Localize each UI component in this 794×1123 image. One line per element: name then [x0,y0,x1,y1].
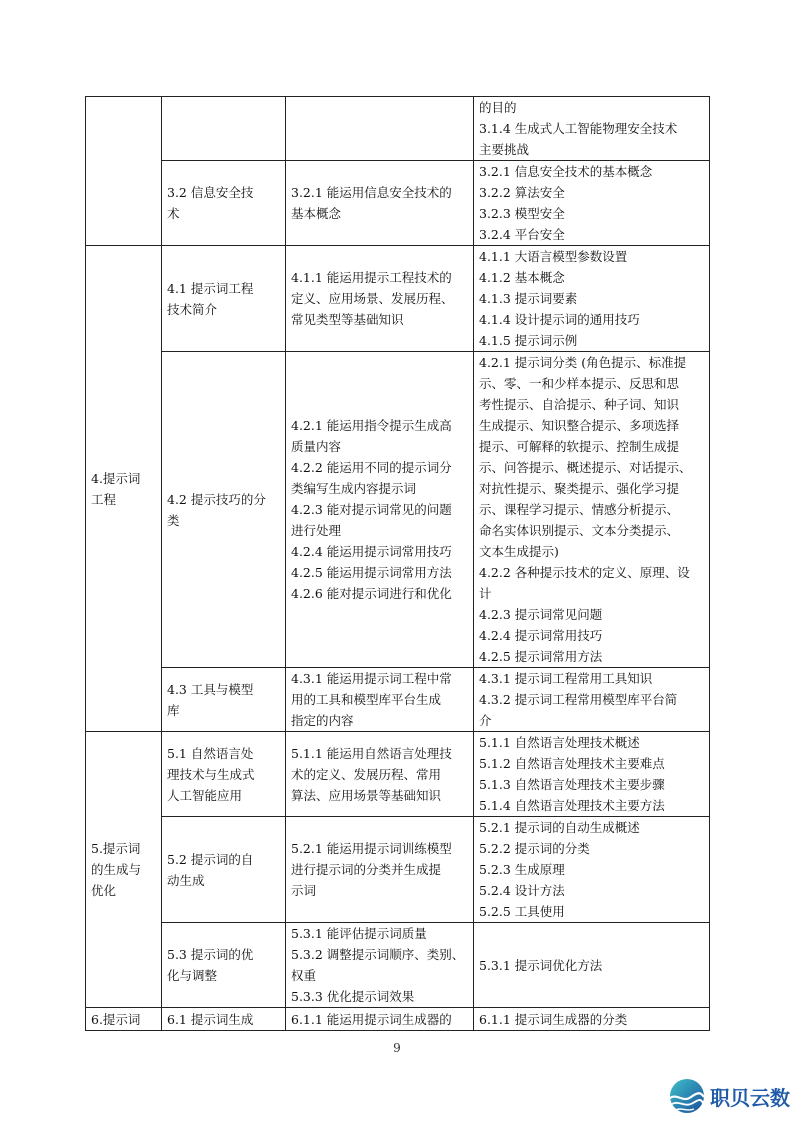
cell-line: 示、课程学习提示、情感分析提示、 [479,502,680,517]
cell-line: 4.2.2 各种提示技术的定义、原理、设 [479,565,690,580]
cell-unit [162,161,286,246]
cell-line: 4.2 提示技巧的分 [167,491,266,507]
cell-line: 指定的内容 [291,713,354,728]
cell-line: 4.1.3 提示词要素 [479,291,578,306]
cell-module [86,732,162,1008]
cell-line: 4.2.2 能运用不同的提示词分 [291,460,452,475]
cell-line: 5.1 自然语言处 [167,745,254,761]
cell-line: 4.1.5 提示词示例 [479,333,578,348]
cell-line: 权重 [291,968,317,983]
cell-line: 5.1.3 自然语言处理技术主要步骤 [479,777,665,792]
cell-module [86,1008,162,1031]
cell-line: 定义、应用场景、发展历程、 [291,291,454,306]
cell-line: 化与调整 [167,968,218,983]
cell-line: 5.2.1 提示词的自动生成概述 [479,820,640,835]
cell-skill [286,352,474,668]
cell-line: 文本生成提示) [479,544,559,559]
cell-line: 示、问答提示、概述提示、对话提示、 [479,460,692,475]
cell-line: 提示、可解释的软提示、控制生成提 [479,439,680,454]
table-row [86,668,710,732]
cell-knowledge [474,732,710,817]
cell-unit [162,352,286,668]
cell-line: 5.1.1 自然语言处理技术概述 [479,735,640,750]
page-number: 9 [393,1041,401,1055]
cell-line: 示、零、一和少样本提示、反思和思 [479,376,680,391]
cell-line: 考性提示、自洽提示、种子词、知识 [479,397,680,412]
cell-skill [286,668,474,732]
cell-line: 动生成 [167,872,205,888]
cell-line: 5.2.4 设计方法 [479,883,565,898]
cell-line: 5.2.3 生成原理 [479,862,565,877]
cell-line: 对抗性提示、聚类提示、强化学习提 [479,481,680,496]
cell-knowledge [474,817,710,923]
cell-line: 4.3 工具与模型 [167,681,254,697]
cell-line: 的目的 [479,100,517,115]
cell-skill [286,246,474,352]
table-row [86,923,710,1008]
table-row [86,161,710,246]
cell-line: 术 [167,206,180,221]
cell-line: 生成提示、知识整合提示、多项选择 [479,418,680,433]
cell-line: 进行处理 [291,523,342,538]
cell-knowledge [474,923,710,1008]
cell-line: 4.3.2 提示词工程常用模型库平台简 [479,692,678,707]
cell-line: 3.2.4 平台安全 [479,227,565,242]
cell-line: 5.3.1 能评估提示词质量 [291,926,427,941]
cell-line: 4.提示词 [91,470,141,486]
cell-unit [162,817,286,923]
table-row [86,732,710,817]
table-row [86,246,710,352]
cell-line: 介 [479,713,492,728]
cell-line: 3.2.1 信息安全技术的基本概念 [479,164,653,179]
table-row [86,817,710,923]
cell-line: 4.2.1 能运用指令提示生成高 [291,418,452,433]
cell-knowledge [474,1008,710,1031]
cell-skill [286,97,474,161]
cell-line: 4.1 提示词工程 [167,280,254,296]
cell-line: 的生成与 [91,862,142,877]
cell-skill [286,732,474,817]
cell-line: 基本概念 [291,206,342,221]
cell-line: 4.2.4 能运用提示词常用技巧 [291,544,452,559]
cell-line: 6.1.1 提示词生成器的分类 [479,1011,628,1027]
curriculum-table [85,96,710,1031]
cell-unit [162,246,286,352]
cell-line: 6.1.1 能运用提示词生成器的 [291,1011,452,1027]
cell-line: 库 [167,702,180,718]
cell-knowledge [474,161,710,246]
cell-line: 5.提示词 [91,841,141,856]
cell-line: 4.1.2 基本概念 [479,270,565,285]
cell-line: 常见类型等基础知识 [291,312,404,327]
cell-line: 5.3.3 优化提示词效果 [291,989,415,1004]
cell-line: 主要挑战 [479,142,530,157]
cell-unit [162,97,286,161]
cell-line: 6.1 提示词生成 [167,1011,254,1027]
brand-logo [667,1076,790,1116]
cell-unit [162,923,286,1008]
cell-line: 5.3.1 提示词优化方法 [479,957,603,973]
cell-line: 3.2 信息安全技 [167,185,254,200]
cell-line: 5.1.1 能运用自然语言处理技 [291,745,452,761]
cell-line: 优化 [91,883,117,898]
cell-unit [162,668,286,732]
cell-unit [162,1008,286,1031]
cell-skill [286,161,474,246]
cell-line: 5.1.2 自然语言处理技术主要难点 [479,756,665,771]
cell-line: 3.2.1 能运用信息安全技术的 [291,185,452,200]
cell-line: 6.提示词 [91,1011,141,1027]
cell-line: 3.2.2 算法安全 [479,185,565,200]
cell-line: 技术简介 [167,301,218,317]
cell-line: 4.1.1 能运用提示工程技术的 [291,270,452,285]
cell-line: 4.2.3 能对提示词常见的问题 [291,502,452,517]
cell-unit [162,732,286,817]
cell-line: 5.3 提示词的优 [167,947,254,962]
cell-line: 术的定义、发展历程、常用 [291,766,442,782]
cell-line: 用的工具和模型库平台生成 [291,692,442,707]
cell-line: 质量内容 [291,439,342,454]
cell-line: 类 [167,512,180,528]
cell-line: 4.2.4 提示词常用技巧 [479,628,603,643]
cell-line: 5.1.4 自然语言处理技术主要方法 [479,798,665,813]
cell-line: 3.1.4 生成式人工智能物理安全技术 [479,121,678,136]
cell-line: 4.2.1 提示词分类 (角色提示、标准提 [479,355,687,370]
cell-knowledge [474,246,710,352]
cell-skill [286,817,474,923]
cell-line: 类编写生成内容提示词 [291,481,417,496]
cell-skill [286,923,474,1008]
cell-skill [286,1008,474,1031]
cell-line: 4.1.1 大语言模型参数设置 [479,249,628,264]
cell-line: 命名实体识别提示、文本分类提示、 [479,523,680,538]
cell-line: 人工智能应用 [167,787,243,803]
cell-line: 4.2.5 能运用提示词常用方法 [291,565,452,580]
cell-line: 5.2 提示词的自 [167,851,254,867]
cell-line: 示词 [291,883,317,898]
cell-knowledge [474,352,710,668]
cell-line: 算法、应用场景等基础知识 [291,787,442,803]
cell-line: 4.2.6 能对提示词进行和优化 [291,586,452,601]
cell-line: 计 [479,586,492,601]
cell-line: 5.3.2 调整提示词顺序、类别、 [291,947,465,962]
cell-knowledge [474,97,710,161]
cell-line: 理技术与生成式 [167,766,255,782]
cell-module [86,246,162,732]
cell-line: 5.2.1 能运用提示词训练模型 [291,841,452,856]
cell-line: 进行提示词的分类并生成提 [291,862,442,877]
cell-line: 4.3.1 提示词工程常用工具知识 [479,671,653,686]
cell-line: 4.2.5 提示词常用方法 [479,649,603,664]
cell-line: 5.2.5 工具使用 [479,904,565,919]
cell-line: 4.1.4 设计提示词的通用技巧 [479,312,640,327]
cell-line: 工程 [91,491,117,507]
cell-module [86,97,162,246]
table-row [86,352,710,668]
wave-globe-icon [667,1076,707,1116]
cell-knowledge [474,668,710,732]
cell-line: 5.2.2 提示词的分类 [479,841,590,856]
table-row [86,1008,710,1031]
cell-line: 3.2.3 模型安全 [479,206,565,221]
cell-line: 4.2.3 提示词常见问题 [479,607,603,622]
brand-name: 职贝云数 [710,1085,790,1110]
table-row [86,97,710,161]
cell-line: 4.3.1 能运用提示词工程中常 [291,671,452,686]
